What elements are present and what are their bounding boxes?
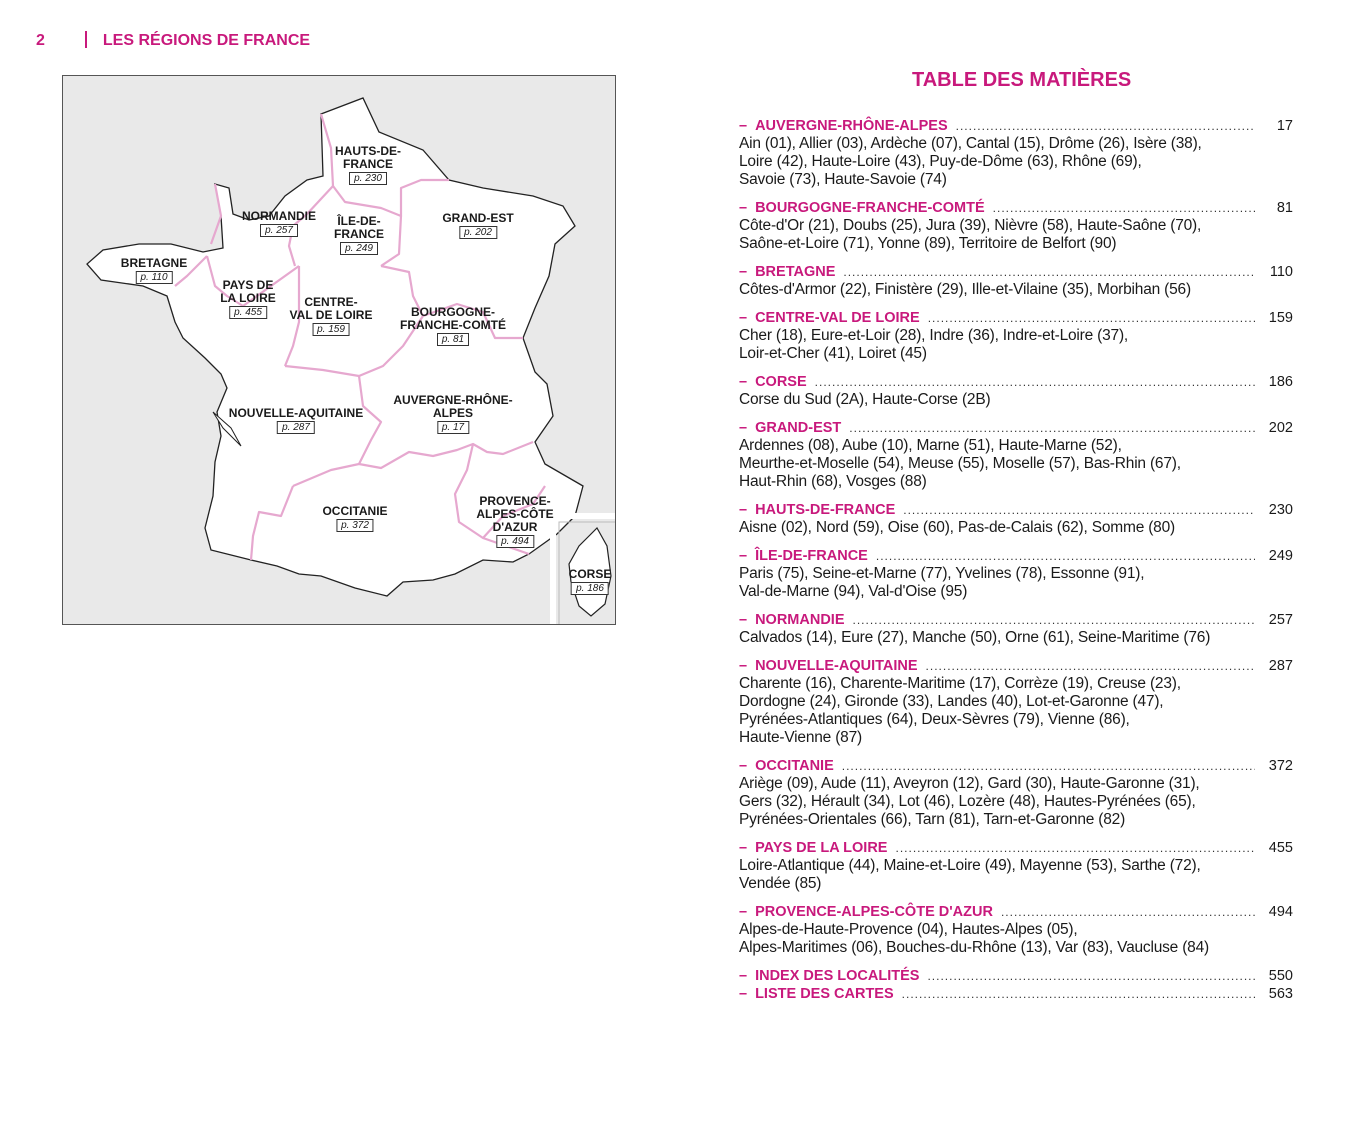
entry-dash: – — [739, 374, 748, 390]
entry-dash: – — [739, 986, 748, 1002]
dot-leader — [895, 840, 1255, 857]
toc-entry[interactable] — [739, 264, 1293, 299]
toc-entry[interactable] — [739, 502, 1293, 537]
france-regions-map — [62, 75, 616, 625]
entry-page: 159 — [1268, 310, 1293, 326]
dot-leader — [853, 612, 1256, 629]
entry-departments: Ardennes (08), Aube (10), Marne (51), Haute-Marne (52), Meurthe-et-Moselle (54), Meuse (55), Moselle (57), Bas-Rhin (67), Haut-Rhin (68), Vosges (88) — [739, 437, 1181, 490]
entry-dash: – — [739, 840, 748, 856]
region-label-pays-de-la-loire[interactable]: PAYS DE LA LOIRE p. 455 — [220, 278, 276, 318]
region-label-ile-de-france[interactable]: ÎLE-DE- FRANCE p. 249 — [334, 214, 384, 254]
region-label-nouvelle-aquitaine[interactable]: NOUVELLE-AQUITAINE p. 287 — [228, 406, 364, 433]
region-label-corse[interactable]: CORSE p. 186 — [568, 567, 612, 594]
toc-entry[interactable] — [739, 548, 1293, 601]
entry-dash: – — [739, 658, 748, 674]
entry-title[interactable]: CENTRE-VAL DE LOIRE — [755, 310, 920, 326]
entry-page: 202 — [1268, 420, 1293, 436]
page-ref: p. 249 — [340, 242, 378, 255]
toc-entry[interactable] — [739, 118, 1293, 189]
entry-page: 17 — [1276, 118, 1293, 134]
region-label-normandie[interactable]: NORMANDIE p. 257 — [242, 209, 316, 236]
toc-entry[interactable] — [739, 986, 1293, 1003]
page-ref: p. 230 — [349, 172, 387, 185]
toc-entry[interactable] — [739, 658, 1293, 747]
entry-title[interactable]: ÎLE-DE-FRANCE — [755, 548, 868, 564]
entry-page: 372 — [1268, 758, 1293, 774]
entry-dash: – — [739, 200, 748, 216]
header-separator — [85, 31, 87, 48]
entry-dash: – — [739, 612, 748, 628]
entry-departments: Alpes-de-Haute-Provence (04), Hautes-Alpes (05), Alpes-Maritimes (06), Bouches-du-Rhône (13), Var (83), Vaucluse (84) — [739, 921, 1209, 956]
page-ref: p. 81 — [437, 333, 469, 346]
entry-page: 563 — [1268, 986, 1293, 1002]
page-ref: p. 257 — [260, 224, 298, 237]
entry-departments: Aisne (02), Nord (59), Oise (60), Pas-de-Calais (62), Somme (80) — [739, 519, 1175, 536]
entry-title[interactable]: NOUVELLE-AQUITAINE — [755, 658, 918, 674]
entry-page: 230 — [1268, 502, 1293, 518]
entry-page: 550 — [1268, 968, 1293, 984]
page-number: 2 — [36, 32, 45, 49]
toc-entry[interactable] — [739, 968, 1293, 985]
entry-departments: Corse du Sud (2A), Haute-Corse (2B) — [739, 391, 991, 408]
entry-dash: – — [739, 548, 748, 564]
region-label-bretagne[interactable]: BRETAGNE p. 110 — [120, 256, 188, 283]
entry-dash: – — [739, 758, 748, 774]
entry-departments: Loire-Atlantique (44), Maine-et-Loire (49), Mayenne (53), Sarthe (72), Vendée (85) — [739, 857, 1201, 892]
region-label-provence-alpes-cote-dazur[interactable]: PROVENCE- ALPES-CÔTE D'AZUR p. 494 — [476, 494, 554, 547]
page-ref: p. 110 — [135, 271, 172, 284]
entry-dash: – — [739, 118, 748, 134]
entry-dash: – — [739, 264, 748, 280]
running-head — [36, 31, 310, 50]
entry-dash: – — [739, 502, 748, 518]
region-label-grand-est[interactable]: GRAND-EST p. 202 — [442, 211, 514, 238]
entry-title[interactable]: BOURGOGNE-FRANCHE-COMTÉ — [755, 200, 985, 216]
dot-leader — [927, 968, 1255, 985]
table-of-contents — [739, 118, 1293, 1004]
entry-departments: Paris (75), Seine-et-Marne (77), Yvelines (78), Essonne (91), Val-de-Marne (94), Val-d'Oise (95) — [739, 565, 1145, 600]
entry-title[interactable]: CORSE — [755, 374, 807, 390]
entry-departments: Calvados (14), Eure (27), Manche (50), Orne (61), Seine-Maritime (76) — [739, 629, 1211, 646]
entry-dash: – — [739, 904, 748, 920]
dot-leader — [926, 658, 1255, 675]
entry-dash: – — [739, 310, 748, 326]
chapter-title: LES RÉGIONS DE FRANCE — [102, 32, 311, 49]
entry-title[interactable]: INDEX DES LOCALITÉS — [755, 968, 920, 984]
entry-page: 81 — [1276, 200, 1293, 216]
toc-title: TABLE DES MATIÈRES — [912, 69, 1132, 91]
dot-leader — [928, 310, 1255, 327]
toc-entry[interactable] — [739, 420, 1293, 491]
region-label-centre-val-de-loire[interactable]: CENTRE- VAL DE LOIRE p. 159 — [289, 295, 373, 335]
page-ref: p. 494 — [496, 535, 534, 548]
toc-entry[interactable] — [739, 758, 1293, 829]
toc-entry[interactable] — [739, 374, 1293, 409]
entry-page: 110 — [1269, 264, 1293, 280]
entry-title[interactable]: AUVERGNE-RHÔNE-ALPES — [755, 118, 948, 134]
toc-entry[interactable] — [739, 840, 1293, 893]
dot-leader — [1001, 904, 1255, 921]
entry-title[interactable]: GRAND-EST — [755, 420, 842, 436]
entry-departments: Ariège (09), Aude (11), Aveyron (12), Gard (30), Haute-Garonne (31), Gers (32), Hérault (34), Lot (46), Lozère (48), Hautes-Pyrénées (65), Pyrénées-Orientales (66), Tarn (81), Tarn-et-Garonne (82) — [739, 775, 1200, 828]
region-label-hauts-de-france[interactable]: HAUTS-DE- FRANCE p. 230 — [335, 144, 401, 184]
entry-page: 455 — [1268, 840, 1293, 856]
toc-entry[interactable] — [739, 612, 1293, 647]
dot-leader — [993, 200, 1255, 217]
entry-page: 186 — [1268, 374, 1293, 390]
region-label-bourgogne-franche-comte[interactable]: BOURGOGNE- FRANCHE-COMTÉ p. 81 — [400, 305, 506, 345]
entry-departments: Côtes-d'Armor (22), Finistère (29), Ille-et-Vilaine (35), Morbihan (56) — [739, 281, 1191, 298]
entry-page: 287 — [1268, 658, 1293, 674]
entry-page: 257 — [1268, 612, 1293, 628]
entry-departments: Charente (16), Charente-Maritime (17), Corrèze (19), Creuse (23), Dordogne (24), Gironde (33), Landes (40), Lot-et-Garonne (47), Pyrénées-Atlantiques (64), Deux-Sèvres (79), Vienne (86), Haute-Vienne (87) — [739, 675, 1181, 746]
entry-dash: – — [739, 968, 748, 984]
region-label-occitanie[interactable]: OCCITANIE p. 372 — [322, 504, 388, 531]
page-ref: p. 455 — [229, 306, 267, 319]
dot-leader — [902, 986, 1255, 1003]
entry-title[interactable]: OCCITANIE — [755, 758, 834, 774]
entry-dash: – — [739, 420, 748, 436]
entry-title[interactable]: NORMANDIE — [755, 612, 845, 628]
toc-entry[interactable] — [739, 200, 1293, 253]
dot-leader — [956, 118, 1255, 135]
entry-page: 249 — [1268, 548, 1293, 564]
entry-departments: Côte-d'Or (21), Doubs (25), Jura (39), Nièvre (58), Haute-Saône (70), Saône-et-Loire (71), Yonne (89), Territoire de Belfort (90) — [739, 217, 1202, 252]
toc-entry[interactable] — [739, 904, 1293, 957]
dot-leader — [815, 374, 1255, 391]
page-ref: p. 186 — [571, 582, 609, 595]
page-ref: p. 159 — [312, 323, 350, 336]
entry-title[interactable]: HAUTS-DE-FRANCE — [755, 502, 896, 518]
entry-title[interactable]: LISTE DES CARTES — [755, 986, 894, 1002]
page-ref: p. 372 — [336, 519, 374, 532]
region-label-auvergne-rhone-alpes[interactable]: AUVERGNE-RHÔNE- ALPES p. 17 — [393, 393, 513, 433]
page-ref: p. 17 — [437, 421, 469, 434]
dot-leader — [842, 758, 1255, 775]
entry-departments: Cher (18), Eure-et-Loir (28), Indre (36), Indre-et-Loire (37), Loir-et-Cher (41), Loiret (45) — [739, 327, 1129, 362]
entry-departments: Ain (01), Allier (03), Ardèche (07), Cantal (15), Drôme (26), Isère (38), Loire (42), Haute-Loire (43), Puy-de-Dôme (63), Rhône (69), Savoie (73), Haute-Savoie (74) — [739, 135, 1202, 188]
entry-title[interactable]: BRETAGNE — [755, 264, 836, 280]
entry-title[interactable]: PROVENCE-ALPES-CÔTE D'AZUR — [755, 904, 993, 920]
dot-leader — [876, 548, 1255, 565]
entry-title[interactable]: PAYS DE LA LOIRE — [755, 840, 888, 856]
entry-page: 494 — [1268, 904, 1293, 920]
page-ref: p. 202 — [459, 226, 497, 239]
dot-leader — [849, 420, 1255, 437]
dot-leader — [903, 502, 1255, 519]
page-ref: p. 287 — [277, 421, 315, 434]
dot-leader — [843, 264, 1255, 281]
toc-entry[interactable] — [739, 310, 1293, 363]
